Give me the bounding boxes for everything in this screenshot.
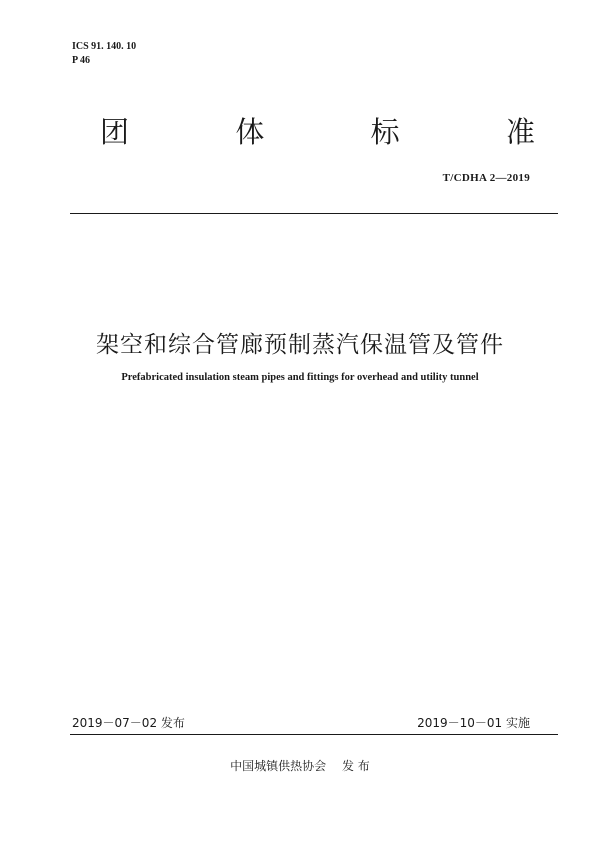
ccs-code: P 46 xyxy=(72,55,91,66)
top-divider xyxy=(70,213,558,214)
classification-codes xyxy=(72,40,136,68)
title-chinese: 架空和综合管廊预制蒸汽保温管及管件 xyxy=(96,332,504,358)
bottom-divider xyxy=(70,734,558,735)
standard-number: T/CDHA 2—2019 xyxy=(442,172,530,184)
doc-type-char: 团 xyxy=(100,115,130,149)
doc-type-char: 标 xyxy=(370,115,400,149)
issue-date: 2019－07－02 发布 xyxy=(72,716,185,730)
publisher: 中国城镇供热协会 发 布 xyxy=(230,759,370,773)
doc-type-char: 准 xyxy=(505,115,535,149)
title-english: Prefabricated insulation steam pipes and fittings for overhead and utility tunnel xyxy=(121,372,479,383)
ics-code: ICS 91. 140. 10 xyxy=(72,41,137,52)
doc-type-char: 体 xyxy=(235,115,265,149)
document-type-heading xyxy=(100,112,535,152)
implementation-date: 2019－10－01 实施 xyxy=(417,716,530,730)
